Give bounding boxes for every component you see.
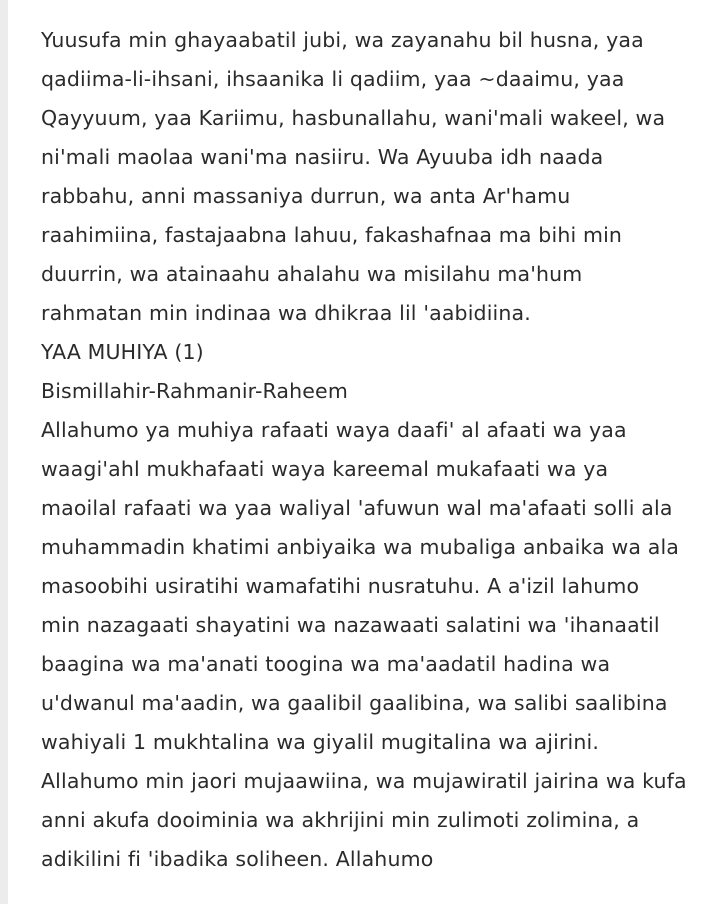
bismillah-line: Bismillahir-Rahmanir-Raheem (41, 379, 348, 403)
text-line-8: rahmatan min indinaa wa dhikraa lil 'aabidiina. (41, 301, 531, 325)
text-line-19: wahiyali 1 mukhtalina wa giyalil mugitalina wa ajirini. (41, 730, 600, 754)
text-line-15: masoobihi usiratihi wamafatihi nusratuhu. A a'izil lahumo (41, 574, 640, 598)
text-line-5: rabbahu, anni massaniya durrun, wa anta Ar'hamu (41, 184, 571, 208)
text-line-12: waagi'ahl mukhafaati waya kareemal mukafaati wa ya (41, 457, 609, 481)
text-line-13: maoilal rafaati wa yaa waliyal 'afuwun wal ma'afaati solli ala (41, 496, 673, 520)
text-line-20: Allahumo min jaori mujaawiina, wa mujawiratil jairina wa kufa (41, 769, 687, 793)
text-line-3: Qayyuum, yaa Kariimu, hasbunallahu, wani'mali wakeel, wa (41, 106, 666, 130)
document-text (41, 21, 717, 879)
text-line-14: muhammadin khatimi anbiyaika wa mubaliga anbaika wa ala (41, 535, 680, 559)
text-line-6: raahimiina, fastajaabna lahuu, fakashafnaa ma bihi min (41, 223, 623, 247)
text-line-21: anni akufa dooiminia wa akhrijini min zulimoti zolimina, a (41, 808, 640, 832)
text-line-2: qadiima-li-ihsani, ihsaanika li qadiim, yaa ~daaimu, yaa (41, 67, 625, 91)
text-line-7: duurrin, wa atainaahu ahalahu wa misilahu ma'hum (41, 262, 583, 286)
text-line-1: Yuusufa min ghayaabatil jubi, wa zayanahu bil husna, yaa (41, 28, 644, 52)
text-line-11: Allahumo ya muhiya rafaati waya daafi' al afaati wa yaa (41, 418, 627, 442)
text-line-16: min nazagaati shayatini wa nazawaati salatini wa 'ihanaatil (41, 613, 660, 637)
left-edge-strip (0, 0, 8, 904)
text-line-4: ni'mali maolaa wani'ma nasiiru. Wa Ayuuba idh naada (41, 145, 604, 169)
text-line-22: adikilini fi 'ibadika soliheen. Allahumo (41, 847, 434, 871)
text-line-17: baagina wa ma'anati toogina wa ma'aadatil hadina wa (41, 652, 611, 676)
section-heading: YAA MUHIYA (1) (41, 340, 204, 364)
text-line-18: u'dwanul ma'aadin, wa gaalibil gaalibina, wa salibi saalibina (41, 691, 668, 715)
